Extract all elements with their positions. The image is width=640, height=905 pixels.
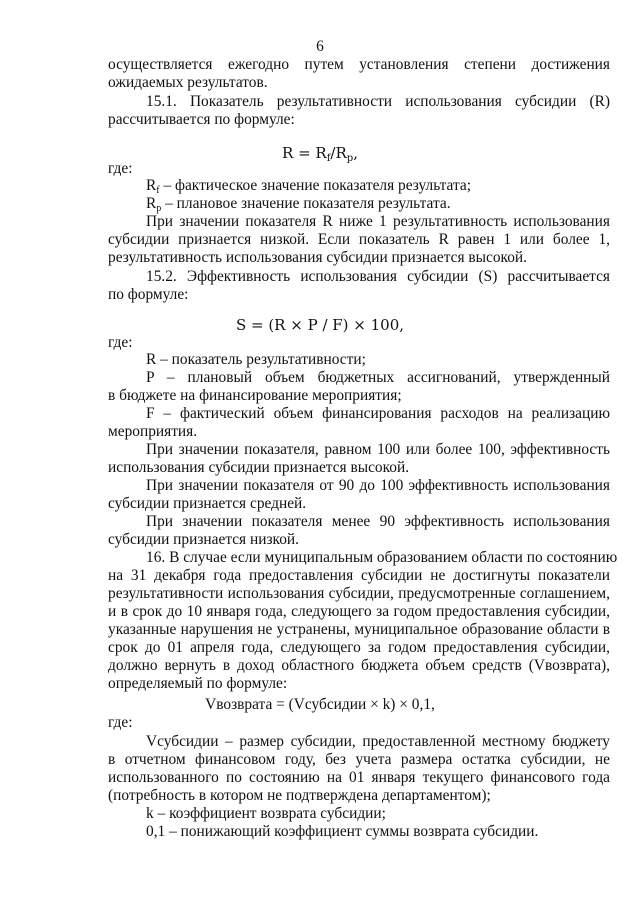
definition-v-subsidy: Vсубсидии – размер субсидии, предоставленной местному бюджету [146,733,610,750]
text-line: При значении показателя, равном 100 или более 100, эффективность [146,441,610,458]
text-line: срок до 01 апреля года, следующего за годом предоставления субсидии, [108,639,610,656]
text-line: указанные нарушения не устранены, муниципальное образование области в [108,621,610,638]
text-line: на 31 декабря года предоставления субсидии не достигнуты показатели [108,567,610,584]
definition-r: R – показатель результативности; [146,351,366,368]
text-line: результативности использования субсидии, предусмотренные соглашением, [108,585,610,602]
text-line: определяемый по формуле: [108,675,288,692]
paragraph-15-1: 15.1. Показатель результативности использования субсидии (R) [146,93,610,110]
where-label: где: [108,334,133,351]
text-line: осуществляется ежегодно путем установления степени достижения [108,56,610,73]
page-number: 6 [316,38,324,55]
text-line: При значении показателя от 90 до 100 эффективность использования [146,477,610,494]
definition-rp: $R_p$ – плановое значение показателя результата. [146,195,451,214]
text-line: результативность использования субсидии признается высокой. [108,249,527,266]
definition-coefficient: 0,1 – понижающий коэффициент суммы возврата субсидии. [146,823,539,840]
text-line: использованного по состоянию на 01 января текущего финансового года [108,769,610,786]
text-line: мероприятия. [108,423,198,440]
definition-p: P – плановый объем бюджетных ассигнований, утвержденный [146,369,610,386]
formula-v-return: Vвозврата = (Vсубсидии × k) × 0,1, [205,696,435,713]
definition-f: F – фактический объем финансирования расходов на реализацию [146,405,610,422]
text-line: субсидии признается низкой. Если показатель R равен 1 или более 1, [108,231,610,248]
text-line: в отчетном финансовом году, без учета размера остатка субсидии, не [108,751,610,768]
text-line: (потребность в котором не подтверждена департаментом); [108,787,491,804]
definition-k: k – коэффициент возврата субсидии; [146,805,386,822]
paragraph-15-2: 15.2. Эффективность использования субсидии (S) рассчитывается [146,268,610,285]
text-line: по формуле: [108,286,189,303]
text-line: субсидии признается средней. [108,495,307,512]
text-line: При значении показателя менее 90 эффективность использования [146,513,610,530]
where-label: где: [108,160,133,177]
text-line: и в срок до 10 января года, следующего за годом предоставления субсидии, [108,603,610,620]
text-line: использования субсидии признается высокой. [108,459,410,476]
where-label: где: [108,714,133,731]
paragraph-16: 16. В случае если муниципальным образованием области по состоянию [146,549,618,566]
formula-s: S = (R × P / F) × 100, [235,316,405,334]
definition-rf: $R_f$ – фактическое значение показателя результата; [146,177,471,196]
text-line: рассчитывается по формуле: [108,111,295,128]
formula-r: $R = R_f/R_p$, [282,144,358,164]
text-line: При значении показателя R ниже 1 результативность использования [146,213,610,230]
text-line: в бюджете на финансирование мероприятия; [108,387,402,404]
text-line: должно вернуть в доход областного бюджета объем средств (Vвозврата), [108,657,610,674]
text-line: субсидии признается низкой. [108,531,300,548]
text-line: ожидаемых результатов. [108,74,268,91]
